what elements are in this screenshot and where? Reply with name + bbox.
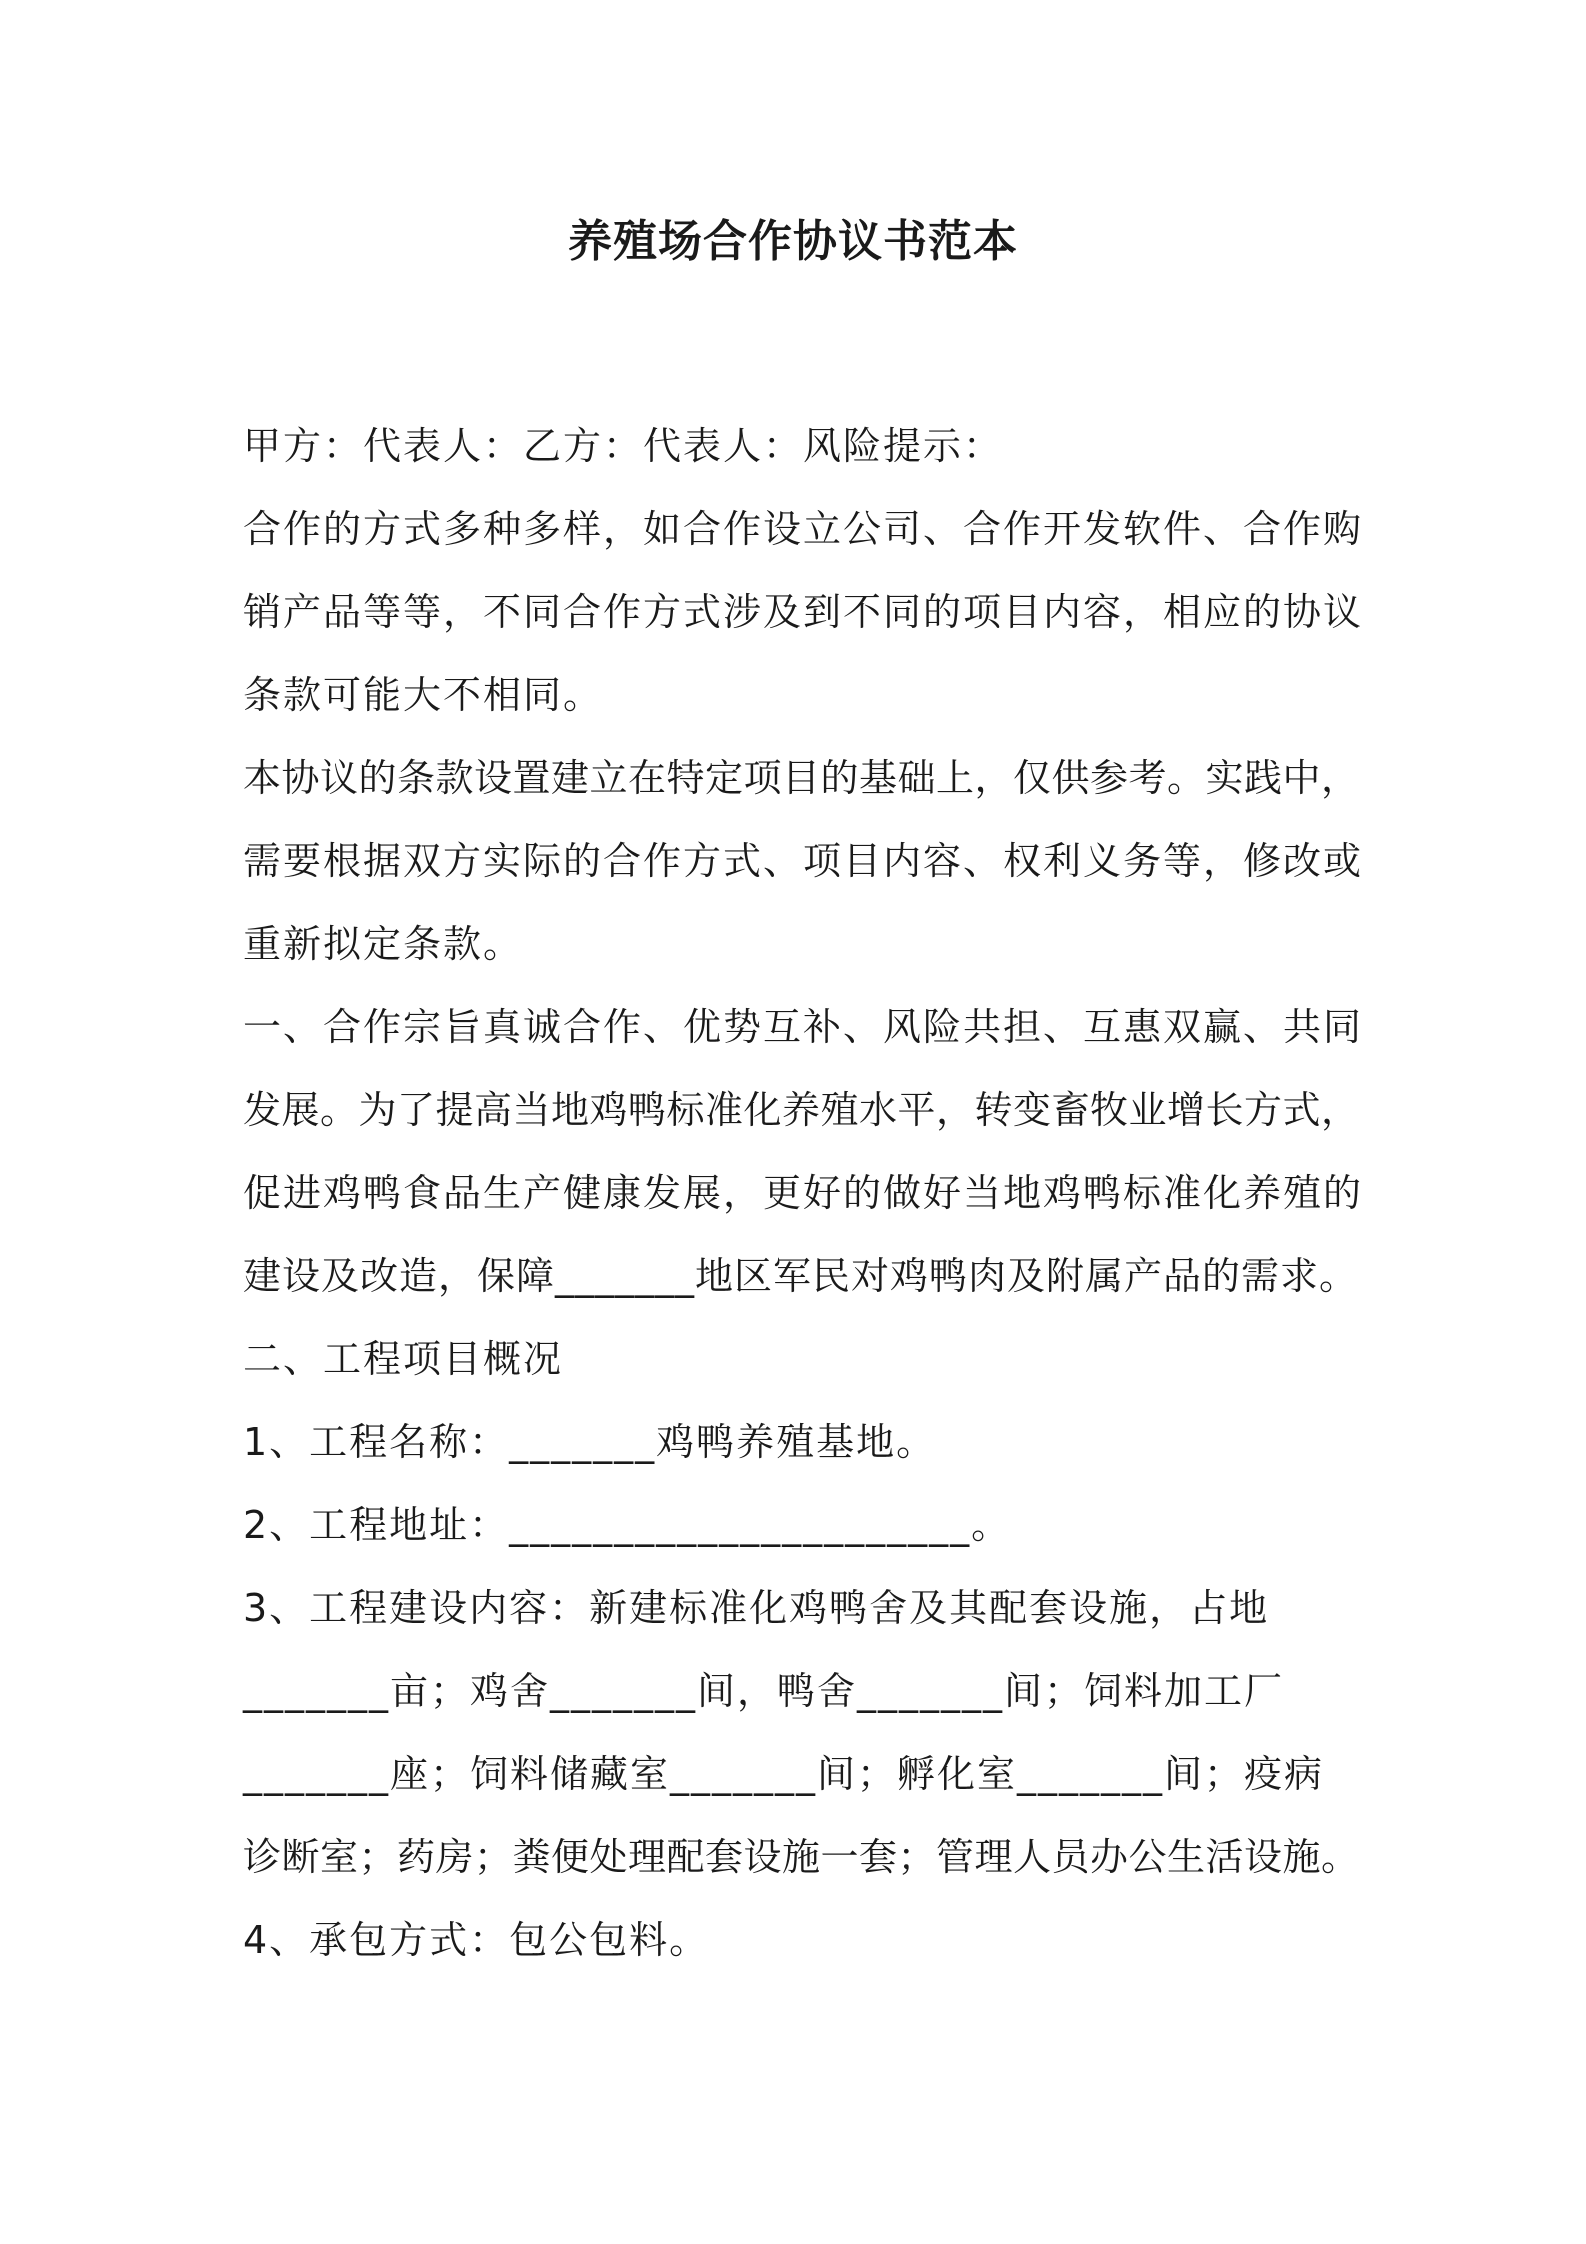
list-item-line: _______座；饲料储藏室_______间；孵化室_______间；疫病 (243, 1752, 1325, 1796)
section-heading-line: 二、工程项目概况 (243, 1337, 564, 1381)
paragraph-line: 重新拟定条款。 (243, 922, 524, 966)
list-item-line: _______亩；鸡舍_______间，鸭舍_______间；饲料加工厂 (243, 1669, 1285, 1713)
list-item-line: 3、工程建设内容：新建标准化鸡鸭舍及其配套设施，占地 (243, 1586, 1270, 1630)
section-heading-line: 一、合作宗旨真诚合作、优势互补、风险共担、互惠双赢、共同 (243, 1005, 1364, 1049)
paragraph-line: 发展。为了提高当地鸡鸭标准化养殖水平，转变畜牧业增长方式， (243, 1088, 1360, 1132)
list-item-line: 诊断室；药房；粪便处理配套设施一套；管理人员办公生活设施。 (243, 1835, 1360, 1879)
paragraph-line: 促进鸡鸭食品生产健康发展，更好的做好当地鸡鸭标准化养殖的 (243, 1171, 1364, 1215)
paragraph-line: 本协议的条款设置建立在特定项目的基础上，仅供参考。实践中， (243, 756, 1360, 800)
paragraph-line: 销产品等等，不同合作方式涉及到不同的项目内容，相应的协议 (243, 590, 1364, 634)
document-body (243, 405, 1363, 1982)
list-item-line: 2、工程地址：______________________。 (243, 1503, 1012, 1547)
paragraph-line: 条款可能大不相同。 (243, 673, 604, 717)
paragraph-line: 建设及改造，保障_______地区军民对鸡鸭肉及附属产品的需求。 (243, 1254, 1359, 1298)
document-title: 养殖场合作协议书范本 (568, 216, 1018, 267)
paragraph-line: 合作的方式多种多样，如合作设立公司、合作开发软件、合作购 (243, 507, 1364, 551)
list-item-line: 1、工程名称：_______鸡鸭养殖基地。 (243, 1420, 937, 1464)
party-line: 甲方：代表人：乙方：代表人：风险提示： (243, 424, 1004, 468)
paragraph-line: 需要根据双方实际的合作方式、项目内容、权利义务等，修改或 (243, 839, 1364, 883)
list-item-line: 4、承包方式：包公包料。 (243, 1918, 710, 1962)
